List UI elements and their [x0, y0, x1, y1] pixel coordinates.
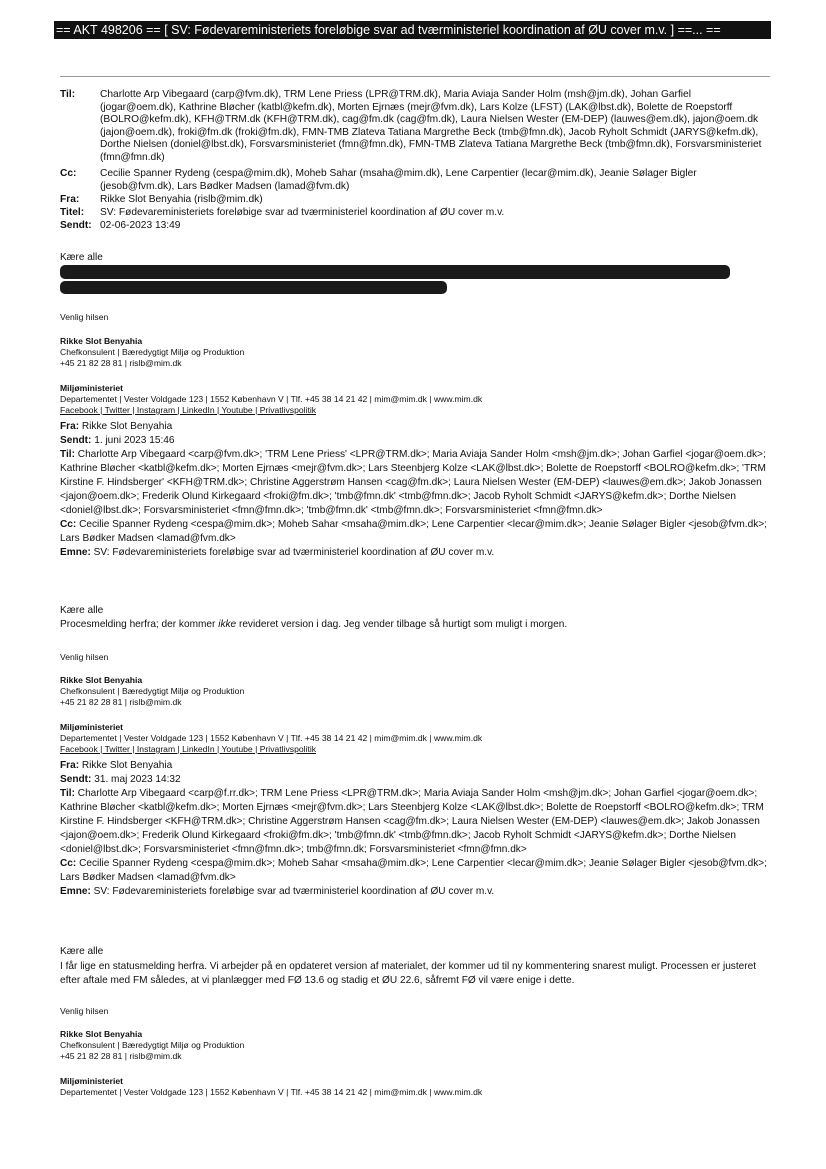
- cc-value: Cecilie Spanner Rydeng <cespa@mim.dk>; Moheb Sahar <msaha@mim.dk>; Lene Carpentier <lecar@mim.dk>; Jeanie Sølager Bigler <jesob@fvm.dk>; Lars Bødker Madsen <lamad@fvm.dk>: [60, 519, 767, 544]
- divider: [60, 76, 770, 77]
- to-label: Til:: [60, 89, 76, 100]
- from-label: Fra:: [60, 760, 80, 771]
- title-value: SV: Fødevareministeriets foreløbige svar ad tværministeriel koordination af ØU cover m.v.: [100, 207, 505, 218]
- cc-label: Cc:: [60, 168, 77, 179]
- closing: Venlig hilsen: [60, 652, 109, 662]
- signature-address: Departementet | Vester Voldgade 123 | 1552 København V | Tlf. +45 38 14 21 42 | mim@mim.dk | www.mim.dk: [60, 394, 483, 404]
- from-value: Rikke Slot Benyahia (rislb@mim.dk): [100, 194, 263, 205]
- forwarded-message-2: [60, 759, 775, 899]
- to-value: Charlotte Arp Vibegaard <carp@f.rr.dk>; TRM Lene Priess <LPR@TRM.dk>; Maria Aviaja Sander Holm <msh@jm.dk>; Johan Garfiel <jogar@oem.dk>; Kathrine Bløcher <katbl@kefm.dk>; Morten Ejrnæs <mejr@fvm.dk>; Lars Steenbjerg Kolze <LAK@lbst.dk>; Bolette de Roepstorff <BOLRO@kefm.dk>; TRM Kirstine F. Hindsberger <KFH@TRM.dk>; Christine Aggerstrøm Hansen <cag@fm.dk>; Laura Nielsen Wester (EM-DEP) <lauwes@em.dk>; Jakob Jonassen <jajon@oem.dk>; Frederik Olund Kirkegaard <froki@fm.dk>; 'tmb@fmn.dk' <tmb@fmn.dk>; Jacob Ryholt Schmidt <JARYS@kefm.dk>; Dorthe Nielsen <doniel@lbst.dk>; Forsvarsministeriet <fmn@fmn.dk>; tmb@fmn.dk; Forsvarsministeriet <fmn@fmn.dk>: [60, 788, 764, 855]
- redaction-bar: [60, 265, 730, 279]
- cc-label: Cc:: [60, 519, 77, 530]
- signature-org: Miljøministeriet: [60, 1076, 124, 1086]
- cc-label: Cc:: [60, 858, 77, 869]
- forwarded-message-1: [60, 420, 775, 560]
- signature-role: Chefkonsulent | Bæredygtigt Miljø og Produktion: [60, 1040, 245, 1050]
- to-value: Charlotte Arp Vibegaard (carp@fvm.dk), TRM Lene Priess (LPR@TRM.dk), Maria Aviaja Sander Holm (msh@jm.dk), Johan Garfiel (jogar@oem.dk), Kathrine Bløcher (katbl@kefm.dk), Morten Ejrnæs (mejr@fvm.dk), Lars Kolze (LFST) (LAK@lbst.dk), Bolette de Roepstorff (BOLRO@kefm.dk), KFH@TRM.dk (KFH@TRM.dk), cag@fm.dk (cag@fm.dk), Laura Nielsen Wester (EM-DEP) (lauwes@em.dk), jajon@oem.dk (jajon@oem.dk), froki@fm.dk (froki@fm.dk), FMN-TMB Zlateva Tatiana Margrethe Beck (tmb@fmn.dk), Jacob Ryholt Schmidt (JARYS@kefm.dk), Dorthe Nielsen (doniel@lbst.dk), Forsvarsministeriet (fmn@fmn.dk), FMN-TMB Zlateva Tatiana Margrethe Beck (tmb@fmn.dk), Forsvarsministeriet (fmn@fmn.dk): [100, 89, 762, 163]
- signature-role: Chefkonsulent | Bæredygtigt Miljø og Produktion: [60, 347, 245, 357]
- redaction-bar: [60, 281, 447, 294]
- signature-phone: +45 21 82 28 81 | rislb@mim.dk: [60, 697, 182, 707]
- signature-role: Chefkonsulent | Bæredygtigt Miljø og Produktion: [60, 686, 245, 696]
- body-text: revideret version i dag. Jeg vender tilbage så hurtigt som muligt i morgen.: [236, 619, 568, 630]
- title-label: Titel:: [60, 207, 85, 218]
- to-label: Til:: [60, 449, 75, 460]
- from-value: Rikke Slot Benyahia: [81, 421, 173, 432]
- signature-name: Rikke Slot Benyahia: [60, 1029, 143, 1039]
- sent-label: Sendt:: [60, 220, 92, 231]
- message-body: [60, 619, 567, 631]
- signature-phone: +45 21 82 28 81 | rislb@mim.dk: [60, 358, 182, 368]
- body-emphasis: ikke: [218, 619, 237, 630]
- signature-org: Miljøministeriet: [60, 383, 124, 393]
- subject-value: SV: Fødevareministeriets foreløbige svar ad tværministeriel koordination af ØU cover m.v.: [93, 547, 495, 558]
- to-label: Til:: [60, 788, 75, 799]
- signature-name: Rikke Slot Benyahia: [60, 336, 143, 346]
- signature-address: Departementet | Vester Voldgade 123 | 1552 København V | Tlf. +45 38 14 21 42 | mim@mim.dk | www.mim.dk: [60, 733, 483, 743]
- message-body: I får lige en statusmelding herfra. Vi arbejder på en opdateret version af materialet, der kommer ud til ny kommentering snarest muligt. Processen er justeret efter aftale med FM således, at vi planlægger med FØ 13.6 og stadig et ØU 22.6, såfremt FØ vil være enige i dette.: [60, 961, 757, 986]
- cc-value: Cecilie Spanner Rydeng (cespa@mim.dk), Moheb Sahar (msaha@mim.dk), Lene Carpentier (lecar@mim.dk), Jeanie Sølager Bigler (jesob@fvm.dk), Lars Bødker Madsen (lamad@fvm.dk): [100, 168, 697, 192]
- greeting: Kære alle: [60, 252, 103, 263]
- cc-value: Cecilie Spanner Rydeng <cespa@mim.dk>; Moheb Sahar <msaha@mim.dk>; Lene Carpentier <lecar@mim.dk>; Jeanie Sølager Bigler <jesob@fvm.dk>; Lars Bødker Madsen <lamad@fvm.dk>: [60, 858, 767, 883]
- signature-address: Departementet | Vester Voldgade 123 | 1552 København V | Tlf. +45 38 14 21 42 | mim@mim.dk | www.mim.dk: [60, 1087, 483, 1097]
- sent-label: Sendt:: [60, 774, 92, 785]
- greeting: Kære alle: [60, 605, 104, 616]
- signature-social-links[interactable]: Facebook | Twitter | Instagram | LinkedIn | Youtube | Privatlivspolitik: [60, 405, 317, 415]
- from-value: Rikke Slot Benyahia: [81, 760, 173, 771]
- from-label: Fra:: [60, 194, 80, 205]
- sent-value: 02-06-2023 13:49: [100, 220, 181, 231]
- sent-value: 31. maj 2023 14:32: [94, 774, 181, 785]
- body-text: Procesmelding herfra; der kommer: [60, 619, 219, 630]
- subject-label: Emne:: [60, 886, 91, 897]
- from-label: Fra:: [60, 421, 80, 432]
- signature-name: Rikke Slot Benyahia: [60, 675, 143, 685]
- signature-social-links[interactable]: Facebook | Twitter | Instagram | LinkedIn | Youtube | Privatlivspolitik: [60, 744, 317, 754]
- subject-label: Emne:: [60, 547, 91, 558]
- greeting: Kære alle: [60, 946, 104, 957]
- document-banner: == AKT 498206 == [ SV: Fødevareministeriets foreløbige svar ad tværministeriel koordination af ØU cover m.v. ] ==... ==: [54, 21, 771, 39]
- sent-value: 1. juni 2023 15:46: [94, 435, 175, 446]
- closing: Venlig hilsen: [60, 1006, 109, 1016]
- sent-label: Sendt:: [60, 435, 92, 446]
- signature-org: Miljøministeriet: [60, 722, 124, 732]
- to-value: Charlotte Arp Vibegaard <carp@fvm.dk>; 'TRM Lene Priess' <LPR@TRM.dk>; Maria Aviaja Sander Holm <msh@jm.dk>; Johan Garfiel <jogar@oem.dk>; Kathrine Bløcher <katbl@kefm.dk>; Morten Ejrnæs <mejr@fvm.dk>; Lars Steenbjerg Kolze <LAK@lbst.dk>; Bolette de Roepstorff <BOLRO@kefm.dk>; 'TRM Kirstine F. Hindsberger' <KFH@TRM.dk>; Christine Aggerstrøm Hansen <cag@fm.dk>; Laura Nielsen Wester (EM-DEP) <lauwes@em.dk>; Jakob Jonassen <jajon@oem.dk>; Frederik Olund Kirkegaard <froki@fm.dk>; 'tmb@fmn.dk' <tmb@fmn.dk>; Jacob Ryholt Schmidt <JARYS@kefm.dk>; Dorthe Nielsen <doniel@lbst.dk>; Forsvarsministeriet <fmn@fmn.dk>; 'tmb@fmn.dk' <tmb@fmn.dk>; Forsvarsministeriet <fmn@fmn.dk>: [60, 449, 766, 516]
- subject-value: SV: Fødevareministeriets foreløbige svar ad tværministeriel koordination af ØU cover m.v.: [93, 886, 495, 897]
- signature-phone: +45 21 82 28 81 | rislb@mim.dk: [60, 1051, 182, 1061]
- closing: Venlig hilsen: [60, 312, 109, 322]
